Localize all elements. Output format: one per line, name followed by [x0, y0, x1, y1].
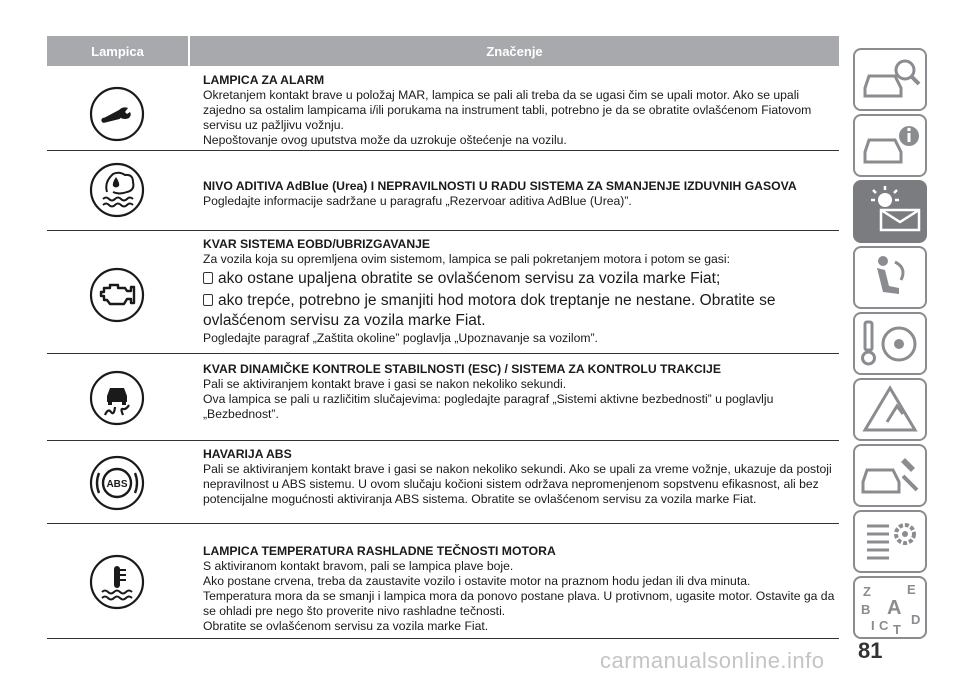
table-row [47, 441, 839, 524]
warning-light-message-icon [855, 182, 925, 241]
svg-text:C: C [879, 618, 889, 633]
row-text: Ova lampica se pali u različitim slučajevima: pogledajte paragraf „Sistemi aktivne bezbednosti” u poglavlju „Bezbednost”. [203, 392, 774, 421]
specifications-gear-icon [855, 512, 925, 571]
row-text: Nepoštovanje ovog uputstva može da uzrokuje oštećenje na vozilu. [203, 133, 567, 147]
list-item: ako trepće, potrebno je smanjiti hod motora dok treptanje ne nestane. Obratite se ovlašćenom servisu za vozila marke Fiat. [203, 292, 776, 329]
tab-seat-airbag[interactable] [853, 246, 927, 309]
row-text: Temperatura mora da se smanji i lampica mora da ponovo postane plava. U protivnom, ugasite motor. Ostavite ga da se ohladi pre nego što proverite nivo rashladne tečnosti. [203, 589, 835, 618]
abs-icon [89, 455, 145, 511]
table-row [47, 66, 839, 151]
row-title: LAMPICA TEMPERATURA RASHLADNE TEČNOSTI MOTORA [203, 544, 556, 558]
row-text: Pogledajte paragraf „Zaštita okoline” poglavlja „Upoznavanje sa vozilom”. [203, 331, 598, 345]
key-steering-wheel-icon [855, 314, 925, 373]
wrench-icon [89, 86, 145, 142]
tab-car-info[interactable] [853, 114, 927, 177]
warning-triangle-icon [855, 380, 925, 439]
esc-icon [89, 370, 145, 426]
tab-key-steering[interactable] [853, 312, 927, 375]
row-title: NIVO ADITIVA AdBlue (Urea) I NEPRAVILNOSTI U RADU SISTEMA ZA SMANJENJE IZDUVNIH GASOVA [203, 179, 797, 193]
car-search-icon [855, 50, 925, 109]
list-item: ako ostane upaljena obratite se ovlašćenom servisu za vozila marke Fiat; [203, 269, 839, 289]
table-header [47, 36, 839, 66]
alphabet-index-icon [855, 578, 925, 637]
row-text: Pali se aktiviranjem kontakt brave i gasi se nakon nekoliko sekundi. Ako se upali za vreme vožnje, ukazuje da postoji nepravilnost u ABS sistemu. U ovom slučaju kočioni sistem održava nepromenjenom sopstvenu efikasnost, ali bez potencijalne mogućnosti aktiviranja ABS sistema. Obratite se ovlašćenom servisu za vozila marke Fiat. [203, 462, 832, 506]
svg-text:B: B [861, 602, 871, 617]
warning-lights-table [47, 36, 839, 633]
table-row [47, 524, 839, 639]
tab-specifications[interactable] [853, 510, 927, 573]
row-title: KVAR SISTEMA EOBD/UBRIZGAVANJE [203, 237, 431, 251]
row-text: Za vozila koja su opremljena ovim sistemom, lampica se pali pokretanjem motora i potom se gasi: [203, 252, 730, 266]
car-repair-icon [855, 446, 925, 505]
tab-warning-triangle[interactable] [853, 378, 927, 441]
table-row [47, 231, 839, 354]
checkbox-bullet-icon [203, 272, 213, 284]
svg-text:A: A [887, 597, 902, 619]
row-title: LAMPICA ZA ALARM [203, 73, 325, 87]
row-text: Obratite se ovlašćenom servisu za vozila marke Fiat. [203, 619, 489, 633]
row-title: KVAR DINAMIČKE KONTROLE STABILNOSTI (ESC) / SISTEMA ZA KONTROLU TRAKCIJE [203, 362, 721, 376]
row-text: S aktiviranom kontakt bravom, pali se lampica plave boje. [203, 559, 514, 573]
table-row [47, 151, 839, 231]
adblue-icon [89, 162, 145, 218]
row-text: Pogledajte informacije sadržane u paragrafu „Rezervoar aditiva AdBlue (Urea)”. [203, 194, 632, 208]
checkbox-bullet-icon [203, 294, 213, 306]
engine-icon [89, 267, 145, 323]
car-info-icon [855, 116, 925, 175]
row-text: Okretanjem kontakt brave u položaj MAR, lampica se pali ali treba da se ugasi čim se upali motor. Ako se upali zajedno sa ostalim lampicama i/ili porukama na instrument tabli, potrebno je da se obratite ovlašćenom Fiatovom servisu uz pažljivu vožnju. [203, 88, 812, 132]
svg-text:T: T [893, 622, 901, 637]
tab-warning-lights[interactable] [853, 180, 927, 243]
page-number: 81 [858, 638, 883, 663]
table-row [47, 354, 839, 441]
seat-airbag-icon [855, 248, 925, 307]
coolant-temperature-icon [89, 554, 145, 610]
row-text: Pali se aktiviranjem kontakt brave i gasi se nakon nekoliko sekundi. [203, 377, 567, 391]
tab-alphabetical-index[interactable] [853, 576, 927, 639]
column-header-znacenje: Značenje [188, 36, 839, 66]
watermark: carmanualsonline.info [600, 648, 825, 673]
svg-text:Z: Z [863, 584, 871, 599]
svg-text:D: D [911, 612, 921, 627]
tab-car-repair[interactable] [853, 444, 927, 507]
svg-text:I: I [871, 618, 875, 633]
svg-text:E: E [907, 582, 916, 597]
tab-car-search[interactable] [853, 48, 927, 111]
column-header-lampica: Lampica [91, 43, 144, 59]
row-text: Ako postane crvena, treba da zaustavite vozilo i ostavite motor na praznom hodu jedan ili dva minuta. [203, 574, 751, 588]
abs-icon-label: ABS [106, 479, 128, 490]
row-title: HAVARIJA ABS [203, 447, 292, 461]
